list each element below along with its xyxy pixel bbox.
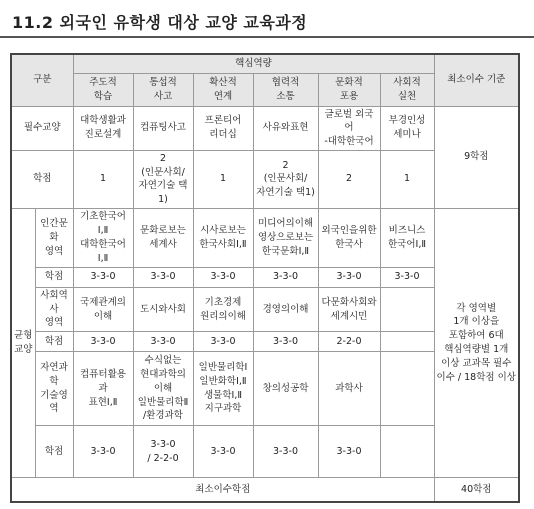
area-credit: 3-3-0 / 2-2-0 bbox=[133, 426, 193, 478]
required-min-credit: 9학점 bbox=[434, 106, 519, 208]
area-course: 경영의이해 bbox=[253, 287, 318, 331]
title-underline bbox=[0, 36, 534, 38]
area-credit: 3-3-0 bbox=[193, 426, 253, 478]
area-course: 일반물리학Ⅰ 일반화학Ⅰ,Ⅱ 생물학Ⅰ,Ⅱ 지구과학 bbox=[193, 352, 253, 426]
required-credit: 1 bbox=[73, 150, 133, 208]
required-label: 필수교양 bbox=[11, 106, 73, 150]
required-course: 부경인성 세미나 bbox=[380, 106, 434, 150]
area-course: 과학사 bbox=[318, 352, 380, 426]
area-course: 기초한국어Ⅰ,Ⅱ 대학한국어Ⅰ,Ⅱ bbox=[73, 208, 133, 267]
area-course: 다문화사회와 세계시민 bbox=[318, 287, 380, 331]
area-credit: 3-3-0 bbox=[380, 267, 434, 287]
header-min-standard: 최소이수 기준 bbox=[434, 54, 519, 106]
area-credit: 3-3-0 bbox=[73, 267, 133, 287]
credit-label: 학점 bbox=[35, 267, 73, 287]
required-course: 대학생활과 진로설계 bbox=[73, 106, 133, 150]
header-gubun: 구분 bbox=[11, 54, 73, 106]
area-credit: 3-3-0 bbox=[193, 267, 253, 287]
area-course: 컴퓨터활용과 표현Ⅰ,Ⅱ bbox=[73, 352, 133, 426]
area-credit: 3-3-0 bbox=[193, 332, 253, 352]
credit-label: 학점 bbox=[35, 426, 73, 478]
required-credit: 1 bbox=[380, 150, 434, 208]
area-credit: 3-3-0 bbox=[73, 426, 133, 478]
area-course: 기초경제 원리의이해 bbox=[193, 287, 253, 331]
balanced-min-desc: 각 영역별 1개 이상을 포함하여 6대 핵심역량별 1개 이상 교과목 필수 이수 / 18학점 이상 bbox=[434, 208, 519, 477]
competency-header: 사회적 실천 bbox=[380, 73, 434, 106]
area-name: 사회역사 영역 bbox=[35, 287, 73, 331]
area-course bbox=[380, 352, 434, 426]
area-course bbox=[380, 287, 434, 331]
competency-header: 문화적 포용 bbox=[318, 73, 380, 106]
required-course: 글로벌 외국어 -대학한국어 bbox=[318, 106, 380, 150]
required-credit: 2 bbox=[318, 150, 380, 208]
area-course: 창의성공학 bbox=[253, 352, 318, 426]
required-course: 컴퓨팅사고 bbox=[133, 106, 193, 150]
area-credit: 3-3-0 bbox=[133, 267, 193, 287]
balanced-label: 균형 교양 bbox=[11, 208, 35, 477]
area-name: 자연과학 기술영역 bbox=[35, 352, 73, 426]
competency-header: 통섭적 사고 bbox=[133, 73, 193, 106]
required-course: 사유와표현 bbox=[253, 106, 318, 150]
total-value: 40학점 bbox=[434, 478, 519, 502]
area-credit: 2-2-0 bbox=[318, 332, 380, 352]
total-label: 최소이수학점 bbox=[11, 478, 434, 502]
page-title: 11.2 외국인 유학생 대상 교양 교육과정 bbox=[12, 13, 308, 32]
competency-header: 확산적 연계 bbox=[193, 73, 253, 106]
required-credit: 2 (인문사회/ 자연기술 택1) bbox=[133, 150, 193, 208]
area-course: 외국인을위한 한국사 bbox=[318, 208, 380, 267]
area-course: 문화로보는 세계사 bbox=[133, 208, 193, 267]
area-credit: 3-3-0 bbox=[253, 267, 318, 287]
area-credit: 3-3-0 bbox=[318, 267, 380, 287]
area-name: 인간문화 영역 bbox=[35, 208, 73, 267]
required-course: 프론티어 리더십 bbox=[193, 106, 253, 150]
area-credit bbox=[380, 426, 434, 478]
area-course: 국제관계의이해 bbox=[73, 287, 133, 331]
area-course: 시사로보는 한국사회Ⅰ,Ⅱ bbox=[193, 208, 253, 267]
header-core-competency: 핵심역량 bbox=[73, 54, 434, 73]
area-credit: 3-3-0 bbox=[253, 426, 318, 478]
required-credit: 2 (인문사회/ 자연기술 택1) bbox=[253, 150, 318, 208]
area-course: 도시와사회 bbox=[133, 287, 193, 331]
area-credit: 3-3-0 bbox=[318, 426, 380, 478]
curriculum-table bbox=[10, 53, 520, 503]
area-credit bbox=[380, 332, 434, 352]
area-course: 수식없는 현대과학의이해 일반물리학Ⅱ /환경과학 bbox=[133, 352, 193, 426]
credit-label: 학점 bbox=[11, 150, 73, 208]
area-course: 미디어의이해 영상으로보는 한국문화Ⅰ,Ⅱ bbox=[253, 208, 318, 267]
area-credit: 3-3-0 bbox=[133, 332, 193, 352]
required-credit: 1 bbox=[193, 150, 253, 208]
credit-label: 학점 bbox=[35, 332, 73, 352]
area-credit: 3-3-0 bbox=[73, 332, 133, 352]
area-credit: 3-3-0 bbox=[253, 332, 318, 352]
area-course: 비즈니스 한국어Ⅰ,Ⅱ bbox=[380, 208, 434, 267]
competency-header: 주도적 학습 bbox=[73, 73, 133, 106]
competency-header: 협력적 소통 bbox=[253, 73, 318, 106]
